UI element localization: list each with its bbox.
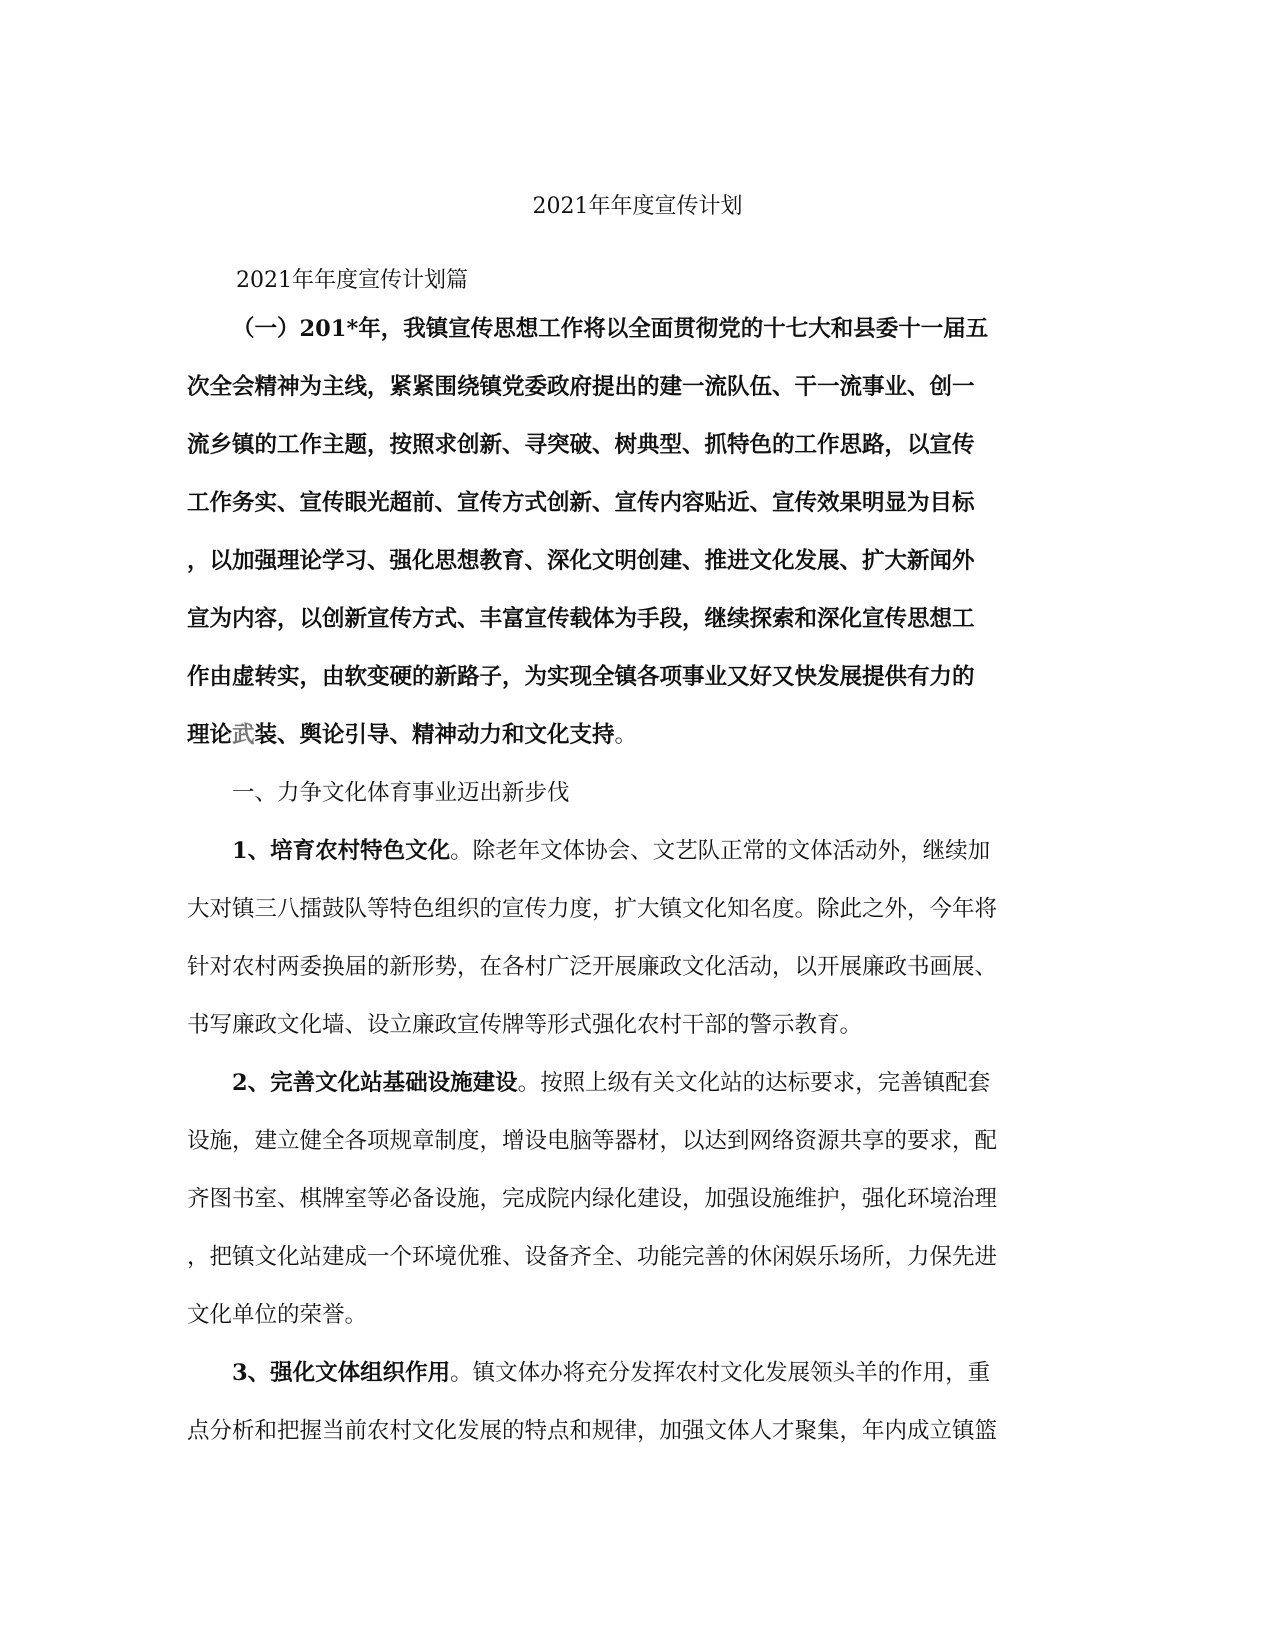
item-3-first-line <box>187 1344 1082 1402</box>
item-2-paragraph <box>187 1054 1082 1344</box>
item-2-first-line <box>187 1054 1082 1112</box>
intro-line: ，以加强理论学习、强化思想教育、深化文明创建、推进文化发展、扩大新闻外 <box>187 548 975 574</box>
item-2-title: 2、完善文化站基础设施建设 <box>232 1070 518 1096</box>
intro-last-gray-char: 武 <box>232 722 255 748</box>
intro-line: （一）201*年，我镇宣传思想工作将以全面贯彻党的十七大和县委十一届五 <box>232 316 989 342</box>
intro-last-after: 装、舆论引导、精神动力和文化支持 <box>254 722 615 748</box>
item-1-line: 书写廉政文化墙、设立廉政宣传牌等形式强化农村干部的警示教育。 <box>187 1012 863 1038</box>
item-3-paragraph <box>187 1344 1082 1460</box>
item-3-first-rest: 。镇文体办将充分发挥农村文化发展领头羊的作用，重 <box>450 1360 991 1386</box>
intro-last-end: 。 <box>614 722 638 748</box>
item-2-line: 齐图书室、棋牌室等必备设施，完成院内绿化建设，加强设施维护，强化环境治理 <box>187 1186 998 1212</box>
document-subtitle: 2021年年度宣传计划篇 <box>236 268 468 293</box>
item-1-title: 1、培育农村特色文化 <box>232 838 451 864</box>
document-title: 2021年年度宣传计划 <box>532 194 743 219</box>
item-2-line: 文化单位的荣誉。 <box>187 1302 368 1328</box>
item-2-first-rest: 。按照上级有关文化站的达标要求，完善镇配套 <box>517 1070 991 1096</box>
section-heading: 一、力争文化体育事业迈出新步伐 <box>232 780 570 806</box>
item-1-line: 大对镇三八擂鼓队等特色组织的宣传力度，扩大镇文化知名度。除此之外，今年将 <box>187 896 998 922</box>
section-heading-block <box>187 764 1082 822</box>
item-2-line: 设施，建立健全各项规章制度，增设电脑等器材，以达到网络资源共享的要求，配 <box>187 1128 998 1154</box>
intro-paragraph <box>187 300 1082 764</box>
intro-line: 工作务实、宣传眼光超前、宣传方式创新、宣传内容贴近、宣传效果明显为目标 <box>187 490 975 516</box>
item-3-line: 点分析和把握当前农村文化发展的特点和规律，加强文体人才聚集，年内成立镇篮 <box>187 1418 998 1444</box>
item-1-paragraph <box>187 822 1082 1054</box>
item-1-line: 针对农村两委换届的新形势，在各村广泛开展廉政文化活动，以开展廉政书画展、 <box>187 954 998 980</box>
intro-last-before: 理论 <box>187 722 233 748</box>
intro-line: 次全会精神为主线，紧紧围绕镇党委政府提出的建一流队伍、干一流事业、创一 <box>187 374 975 400</box>
intro-line-last <box>187 706 1082 764</box>
item-2-line: ，把镇文化站建成一个环境优雅、设备齐全、功能完善的休闲娱乐场所，力保先进 <box>187 1244 998 1270</box>
item-1-first-rest: 。除老年文体协会、文艺队正常的文体活动外，继续加 <box>450 838 991 864</box>
item-1-first-line <box>187 822 1082 880</box>
item-3-title: 3、强化文体组织作用 <box>232 1360 451 1386</box>
intro-line: 作由虚转实，由软变硬的新路子，为实现全镇各项事业又好又快发展提供有力的 <box>187 664 975 690</box>
intro-line: 流乡镇的工作主题，按照求创新、寻突破、树典型、抓特色的工作思路，以宣传 <box>187 432 975 458</box>
intro-line: 宣为内容，以创新宣传方式、丰富宣传载体为手段，继续探索和深化宣传思想工 <box>187 606 975 632</box>
